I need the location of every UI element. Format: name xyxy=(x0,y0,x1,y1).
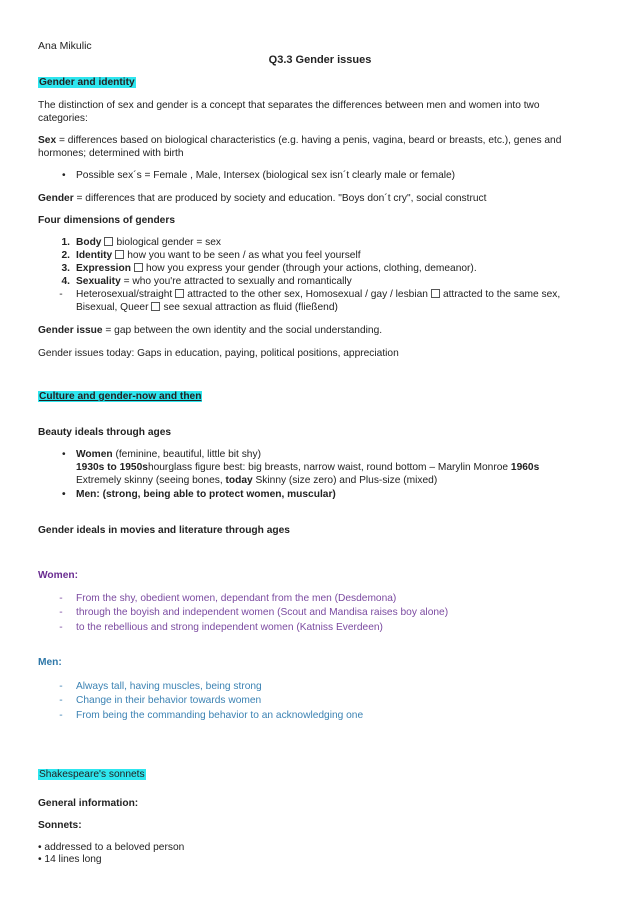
women-list-item: - From the shy, obedient women, dependant from the men (Desdemona) xyxy=(59,593,397,604)
men-list-item: - Always tall, having muscles, being strong xyxy=(59,681,262,692)
intro-line-2: categories: xyxy=(38,113,88,124)
intro-line-1: The distinction of sex and gender is a concept that separates the differences between men and women into two xyxy=(38,100,540,111)
dimension-item: 2. Identity how you want to be seen / as what you feel yourself xyxy=(61,250,361,261)
movies-literature-heading: Gender ideals in movies and literature through ages xyxy=(38,525,290,536)
sex-bullet: • Possible sex´s = Female , Male, Intersex (biological sex isn´t clearly male or female) xyxy=(62,170,456,181)
beauty-ideals-heading: Beauty ideals through ages xyxy=(38,427,172,438)
box-icon xyxy=(134,263,143,272)
dimension-item: 1. Body biological gender = sex xyxy=(61,237,221,248)
sexuality-dash-line-2: Bisexual, Queer see sexual attraction as fluid (fließend) xyxy=(76,302,338,313)
author-name: Ana Mikulic xyxy=(38,40,92,52)
section-heading-culture-gender: Culture and gender-now and then xyxy=(39,391,202,402)
women-beauty-bullet: • Women (feminine, beautiful, little bit shy) xyxy=(62,449,261,460)
sex-definition-cont: hormones; determined with birth xyxy=(38,148,184,159)
section-heading-gender-identity: Gender and identity xyxy=(39,77,135,88)
men-list-item: - Change in their behavior towards women xyxy=(59,695,262,706)
gender-issues-today: Gender issues today: Gaps in education, paying, political positions, appreciation xyxy=(38,348,399,359)
women-list-item: - through the boyish and independent women (Scout and Mandisa raises boy alone) xyxy=(59,607,449,618)
women-beauty-line-2: 1930s to 1950shourglass figure best: big breasts, narrow waist, round bottom – Marylin Monroe 1960s xyxy=(76,462,540,473)
box-icon xyxy=(104,237,113,246)
four-dimensions-heading: Four dimensions of genders xyxy=(38,215,175,226)
page-title: Q3.3 Gender issues xyxy=(268,54,372,66)
box-icon xyxy=(151,302,160,311)
sex-definition: Sex = differences based on biological characteristics (e.g. having a penis, vagina, beard or breasts, etc.), genes and xyxy=(38,135,562,146)
women-list-item: - to the rebellious and strong independent women (Katniss Everdeen) xyxy=(59,622,383,633)
box-icon xyxy=(431,289,440,298)
dimension-item: 3. Expression how you express your gender (through your actions, clothing, demeanor). xyxy=(61,263,477,274)
box-icon xyxy=(115,250,124,259)
men-beauty-bullet: • Men: (strong, being able to protect women, muscular) xyxy=(62,489,336,500)
box-icon xyxy=(175,289,184,298)
men-heading: Men: xyxy=(38,657,62,668)
section-heading-shakespeare: Shakespeare's sonnets xyxy=(39,769,145,780)
women-beauty-line-3: Extremely skinny (seeing bones, today Skinny (size zero) and Plus-size (mixed) xyxy=(76,475,438,486)
sonnets-heading: Sonnets: xyxy=(38,820,82,831)
dimension-item: 4. Sexuality = who you're attracted to sexually and romantically xyxy=(61,276,352,287)
men-list-item: - From being the commanding behavior to an acknowledging one xyxy=(59,710,364,721)
sonnets-bullet: • 14 lines long xyxy=(38,854,102,865)
gender-issue-definition: Gender issue = gap between the own identity and the social understanding. xyxy=(38,325,383,336)
gender-definition: Gender = differences that are produced by society and education. "Boys don´t cry", social construct xyxy=(38,193,487,204)
sexuality-dash-line-1: - Heterosexual/straight attracted to the other sex, Homosexual / gay / lesbian attracted to the same sex, xyxy=(59,289,561,300)
women-heading: Women: xyxy=(38,570,78,581)
sonnets-bullet: • addressed to a beloved person xyxy=(38,842,185,853)
general-information-heading: General information: xyxy=(38,798,139,809)
